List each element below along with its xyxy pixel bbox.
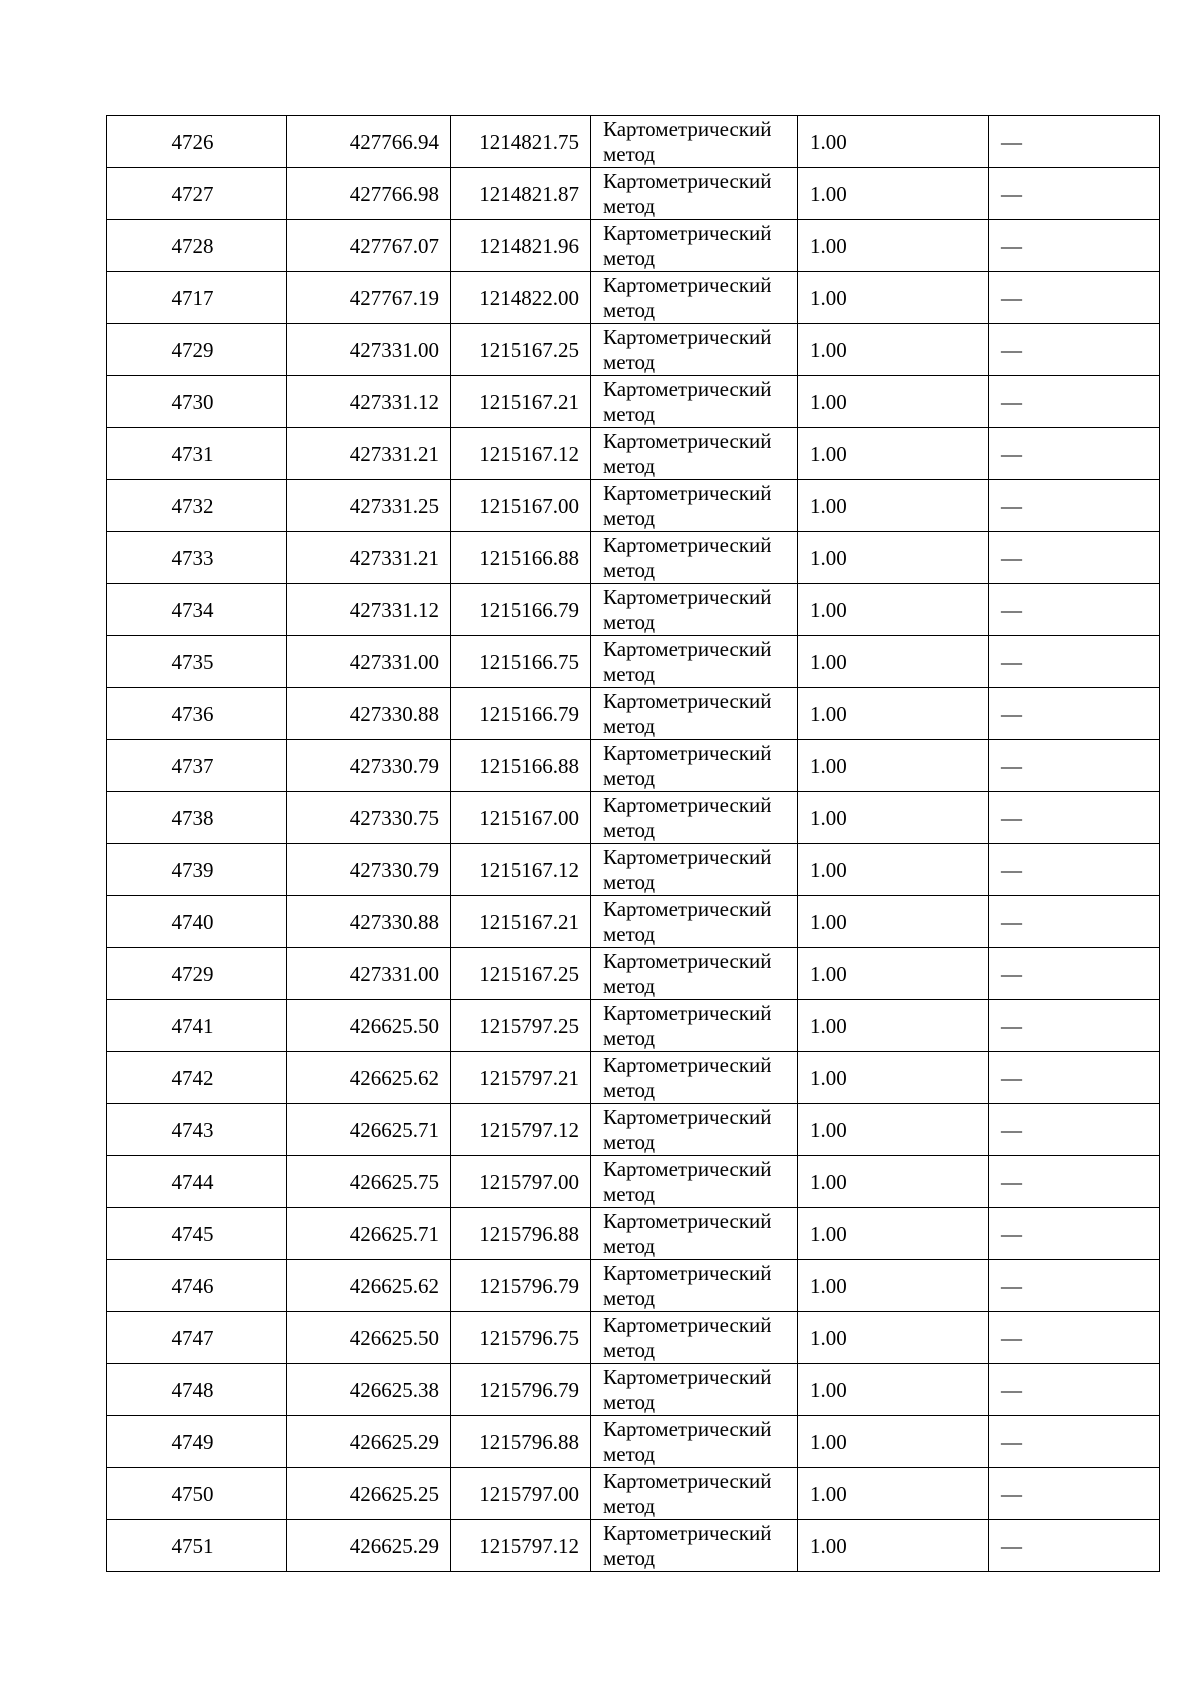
note-cell: — (989, 844, 1160, 896)
note-cell: — (989, 896, 1160, 948)
x-coordinate-cell: 427766.98 (287, 168, 451, 220)
note-cell: — (989, 948, 1160, 1000)
x-coordinate-cell: 427766.94 (287, 116, 451, 168)
x-coordinate-cell: 427330.79 (287, 740, 451, 792)
accuracy-cell: 1.00 (798, 1364, 989, 1416)
y-coordinate-cell: 1215166.79 (451, 688, 591, 740)
note-cell: — (989, 428, 1160, 480)
note-cell: — (989, 168, 1160, 220)
accuracy-cell: 1.00 (798, 1052, 989, 1104)
point-number-cell: 4739 (107, 844, 287, 896)
point-number-cell: 4750 (107, 1468, 287, 1520)
table-row (107, 584, 1160, 636)
note-cell: — (989, 272, 1160, 324)
y-coordinate-cell: 1215797.00 (451, 1468, 591, 1520)
note-cell: — (989, 1468, 1160, 1520)
y-coordinate-cell: 1215167.21 (451, 896, 591, 948)
table-row (107, 324, 1160, 376)
point-number-cell: 4717 (107, 272, 287, 324)
x-coordinate-cell: 426625.25 (287, 1468, 451, 1520)
point-number-cell: 4744 (107, 1156, 287, 1208)
table-row (107, 792, 1160, 844)
y-coordinate-cell: 1215166.79 (451, 584, 591, 636)
method-cell: Картометрический метод (591, 1156, 798, 1208)
table-row (107, 1208, 1160, 1260)
method-cell: Картометрический метод (591, 168, 798, 220)
point-number-cell: 4731 (107, 428, 287, 480)
x-coordinate-cell: 427331.25 (287, 480, 451, 532)
method-cell: Картометрический метод (591, 220, 798, 272)
point-number-cell: 4727 (107, 168, 287, 220)
note-cell: — (989, 1520, 1160, 1572)
note-cell: — (989, 1312, 1160, 1364)
x-coordinate-cell: 426625.62 (287, 1052, 451, 1104)
note-cell: — (989, 1052, 1160, 1104)
note-cell: — (989, 1416, 1160, 1468)
accuracy-cell: 1.00 (798, 584, 989, 636)
point-number-cell: 4743 (107, 1104, 287, 1156)
table-row (107, 480, 1160, 532)
point-number-cell: 4737 (107, 740, 287, 792)
point-number-cell: 4745 (107, 1208, 287, 1260)
table-row (107, 948, 1160, 1000)
accuracy-cell: 1.00 (798, 792, 989, 844)
accuracy-cell: 1.00 (798, 740, 989, 792)
table-row (107, 1364, 1160, 1416)
accuracy-cell: 1.00 (798, 428, 989, 480)
table-row (107, 116, 1160, 168)
point-number-cell: 4742 (107, 1052, 287, 1104)
y-coordinate-cell: 1215797.25 (451, 1000, 591, 1052)
table-row (107, 740, 1160, 792)
accuracy-cell: 1.00 (798, 1260, 989, 1312)
table-row (107, 688, 1160, 740)
method-cell: Картометрический метод (591, 948, 798, 1000)
accuracy-cell: 1.00 (798, 220, 989, 272)
y-coordinate-cell: 1215797.21 (451, 1052, 591, 1104)
point-number-cell: 4746 (107, 1260, 287, 1312)
note-cell: — (989, 532, 1160, 584)
x-coordinate-cell: 426625.29 (287, 1520, 451, 1572)
x-coordinate-cell: 427331.00 (287, 948, 451, 1000)
y-coordinate-cell: 1215167.25 (451, 948, 591, 1000)
note-cell: — (989, 116, 1160, 168)
note-cell: — (989, 1208, 1160, 1260)
point-number-cell: 4733 (107, 532, 287, 584)
y-coordinate-cell: 1214821.87 (451, 168, 591, 220)
point-number-cell: 4751 (107, 1520, 287, 1572)
accuracy-cell: 1.00 (798, 532, 989, 584)
method-cell: Картометрический метод (591, 376, 798, 428)
x-coordinate-cell: 427331.21 (287, 428, 451, 480)
method-cell: Картометрический метод (591, 636, 798, 688)
x-coordinate-cell: 426625.50 (287, 1312, 451, 1364)
y-coordinate-cell: 1215796.88 (451, 1416, 591, 1468)
accuracy-cell: 1.00 (798, 1520, 989, 1572)
table-row (107, 1104, 1160, 1156)
table-row (107, 1260, 1160, 1312)
note-cell: — (989, 324, 1160, 376)
coordinates-table (106, 115, 1160, 1572)
accuracy-cell: 1.00 (798, 1208, 989, 1260)
method-cell: Картометрический метод (591, 116, 798, 168)
point-number-cell: 4729 (107, 324, 287, 376)
point-number-cell: 4734 (107, 584, 287, 636)
note-cell: — (989, 220, 1160, 272)
method-cell: Картометрический метод (591, 1520, 798, 1572)
y-coordinate-cell: 1215167.12 (451, 844, 591, 896)
accuracy-cell: 1.00 (798, 116, 989, 168)
x-coordinate-cell: 427330.88 (287, 896, 451, 948)
accuracy-cell: 1.00 (798, 688, 989, 740)
y-coordinate-cell: 1214821.96 (451, 220, 591, 272)
table-row (107, 272, 1160, 324)
method-cell: Картометрический метод (591, 428, 798, 480)
table-row (107, 1312, 1160, 1364)
accuracy-cell: 1.00 (798, 896, 989, 948)
accuracy-cell: 1.00 (798, 1312, 989, 1364)
point-number-cell: 4738 (107, 792, 287, 844)
table-row (107, 1000, 1160, 1052)
y-coordinate-cell: 1215796.79 (451, 1364, 591, 1416)
method-cell: Картометрический метод (591, 1468, 798, 1520)
x-coordinate-cell: 426625.71 (287, 1208, 451, 1260)
y-coordinate-cell: 1215167.25 (451, 324, 591, 376)
method-cell: Картометрический метод (591, 688, 798, 740)
point-number-cell: 4732 (107, 480, 287, 532)
method-cell: Картометрический метод (591, 740, 798, 792)
x-coordinate-cell: 427331.00 (287, 324, 451, 376)
table-row (107, 896, 1160, 948)
y-coordinate-cell: 1215797.00 (451, 1156, 591, 1208)
point-number-cell: 4740 (107, 896, 287, 948)
method-cell: Картометрический метод (591, 1260, 798, 1312)
x-coordinate-cell: 427331.00 (287, 636, 451, 688)
note-cell: — (989, 584, 1160, 636)
method-cell: Картометрический метод (591, 1364, 798, 1416)
note-cell: — (989, 792, 1160, 844)
table-row (107, 1052, 1160, 1104)
table-row (107, 168, 1160, 220)
x-coordinate-cell: 427331.12 (287, 376, 451, 428)
accuracy-cell: 1.00 (798, 1156, 989, 1208)
accuracy-cell: 1.00 (798, 1104, 989, 1156)
table-row (107, 636, 1160, 688)
accuracy-cell: 1.00 (798, 1000, 989, 1052)
note-cell: — (989, 1260, 1160, 1312)
method-cell: Картометрический метод (591, 272, 798, 324)
table-row (107, 376, 1160, 428)
x-coordinate-cell: 426625.71 (287, 1104, 451, 1156)
y-coordinate-cell: 1215167.12 (451, 428, 591, 480)
table-row (107, 428, 1160, 480)
method-cell: Картометрический метод (591, 1052, 798, 1104)
point-number-cell: 4747 (107, 1312, 287, 1364)
method-cell: Картометрический метод (591, 1000, 798, 1052)
point-number-cell: 4730 (107, 376, 287, 428)
note-cell: — (989, 480, 1160, 532)
method-cell: Картометрический метод (591, 480, 798, 532)
point-number-cell: 4748 (107, 1364, 287, 1416)
table-row (107, 532, 1160, 584)
point-number-cell: 4749 (107, 1416, 287, 1468)
note-cell: — (989, 1104, 1160, 1156)
note-cell: — (989, 376, 1160, 428)
accuracy-cell: 1.00 (798, 376, 989, 428)
accuracy-cell: 1.00 (798, 272, 989, 324)
point-number-cell: 4729 (107, 948, 287, 1000)
note-cell: — (989, 1000, 1160, 1052)
method-cell: Картометрический метод (591, 844, 798, 896)
method-cell: Картометрический метод (591, 1312, 798, 1364)
x-coordinate-cell: 426625.29 (287, 1416, 451, 1468)
x-coordinate-cell: 427331.21 (287, 532, 451, 584)
method-cell: Картометрический метод (591, 532, 798, 584)
x-coordinate-cell: 427330.75 (287, 792, 451, 844)
accuracy-cell: 1.00 (798, 1416, 989, 1468)
x-coordinate-cell: 427330.88 (287, 688, 451, 740)
note-cell: — (989, 688, 1160, 740)
table-body (107, 116, 1160, 1572)
x-coordinate-cell: 427767.07 (287, 220, 451, 272)
method-cell: Картометрический метод (591, 1104, 798, 1156)
y-coordinate-cell: 1215166.88 (451, 532, 591, 584)
point-number-cell: 4741 (107, 1000, 287, 1052)
x-coordinate-cell: 426625.62 (287, 1260, 451, 1312)
method-cell: Картометрический метод (591, 584, 798, 636)
table-row (107, 1468, 1160, 1520)
y-coordinate-cell: 1215167.00 (451, 480, 591, 532)
table-row (107, 1156, 1160, 1208)
note-cell: — (989, 1156, 1160, 1208)
y-coordinate-cell: 1215166.75 (451, 636, 591, 688)
table-row (107, 1520, 1160, 1572)
x-coordinate-cell: 427330.79 (287, 844, 451, 896)
method-cell: Картометрический метод (591, 324, 798, 376)
y-coordinate-cell: 1214822.00 (451, 272, 591, 324)
y-coordinate-cell: 1215167.00 (451, 792, 591, 844)
y-coordinate-cell: 1215796.88 (451, 1208, 591, 1260)
y-coordinate-cell: 1215796.75 (451, 1312, 591, 1364)
x-coordinate-cell: 426625.50 (287, 1000, 451, 1052)
note-cell: — (989, 636, 1160, 688)
y-coordinate-cell: 1215166.88 (451, 740, 591, 792)
accuracy-cell: 1.00 (798, 948, 989, 1000)
accuracy-cell: 1.00 (798, 844, 989, 896)
y-coordinate-cell: 1215167.21 (451, 376, 591, 428)
x-coordinate-cell: 427767.19 (287, 272, 451, 324)
accuracy-cell: 1.00 (798, 324, 989, 376)
table-row (107, 1416, 1160, 1468)
method-cell: Картометрический метод (591, 792, 798, 844)
accuracy-cell: 1.00 (798, 1468, 989, 1520)
x-coordinate-cell: 427331.12 (287, 584, 451, 636)
point-number-cell: 4736 (107, 688, 287, 740)
point-number-cell: 4735 (107, 636, 287, 688)
point-number-cell: 4726 (107, 116, 287, 168)
x-coordinate-cell: 426625.75 (287, 1156, 451, 1208)
table-row (107, 844, 1160, 896)
y-coordinate-cell: 1215797.12 (451, 1520, 591, 1572)
x-coordinate-cell: 426625.38 (287, 1364, 451, 1416)
note-cell: — (989, 1364, 1160, 1416)
method-cell: Картометрический метод (591, 1208, 798, 1260)
accuracy-cell: 1.00 (798, 480, 989, 532)
y-coordinate-cell: 1214821.75 (451, 116, 591, 168)
note-cell: — (989, 740, 1160, 792)
y-coordinate-cell: 1215797.12 (451, 1104, 591, 1156)
method-cell: Картометрический метод (591, 1416, 798, 1468)
y-coordinate-cell: 1215796.79 (451, 1260, 591, 1312)
point-number-cell: 4728 (107, 220, 287, 272)
accuracy-cell: 1.00 (798, 168, 989, 220)
table-row (107, 220, 1160, 272)
method-cell: Картометрический метод (591, 896, 798, 948)
accuracy-cell: 1.00 (798, 636, 989, 688)
